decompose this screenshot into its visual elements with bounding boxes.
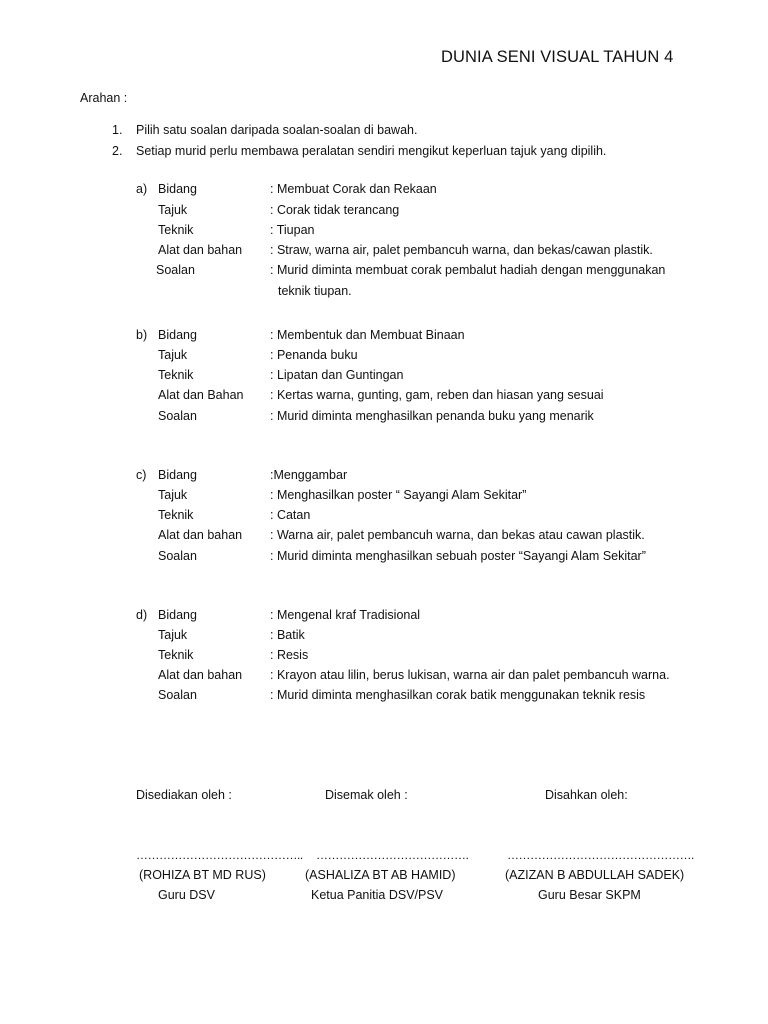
instruction-text: Pilih satu soalan daripada soalan-soalan di bawah.: [136, 123, 418, 137]
instruction-number: 1.: [112, 123, 123, 137]
signature-role: Ketua Panitia DSV/PSV: [311, 888, 444, 902]
signature-name: (ASHALIZA BT AB HAMID): [305, 868, 456, 882]
row-value: : Batik: [270, 628, 305, 642]
row-value: : Murid diminta menghasilkan corak batik menggunakan teknik resis: [270, 688, 646, 702]
row-label: Soalan: [158, 688, 197, 702]
section-letter: a): [136, 182, 148, 196]
row-label: Soalan: [156, 263, 195, 277]
row-label: Tajuk: [158, 488, 188, 502]
signature-approved-heading: Disahkan oleh:: [545, 788, 628, 802]
signature-name: (AZIZAN B ABDULLAH SADEK): [505, 868, 685, 882]
row-label: Tajuk: [158, 628, 188, 642]
row-value: : Murid diminta menghasilkan penanda buku yang menarik: [270, 409, 594, 423]
row-label: Teknik: [158, 648, 194, 662]
row-label: Alat dan bahan: [158, 528, 243, 542]
signature-reviewed-heading: Disemak oleh :: [325, 788, 408, 802]
row-value: : Menghasilkan poster “ Sayangi Alam Sekitar”: [270, 488, 527, 502]
row-label: Teknik: [158, 368, 194, 382]
row-value: : Murid diminta menghasilkan sebuah poster “Sayangi Alam Sekitar”: [270, 549, 646, 563]
section-letter: d): [136, 608, 148, 622]
row-value: : Tiupan: [270, 223, 315, 237]
document-title: DUNIA SENI VISUAL TAHUN 4: [441, 48, 674, 66]
row-value: : Membentuk dan Membuat Binaan: [270, 328, 465, 342]
signature-role: Guru Besar SKPM: [538, 888, 641, 902]
row-value: : Kertas warna, gunting, gam, reben dan hiasan yang sesuai: [270, 388, 604, 402]
row-label: Alat dan bahan: [158, 668, 243, 682]
row-label: Bidang: [158, 468, 197, 482]
row-value: :Menggambar: [270, 468, 348, 482]
row-label: Tajuk: [158, 348, 188, 362]
row-value: : Lipatan dan Guntingan: [270, 368, 404, 382]
row-label: Teknik: [158, 223, 194, 237]
signature-line: ………………………………….: [316, 848, 469, 862]
row-label: Bidang: [158, 182, 197, 196]
row-value: : Mengenal kraf Tradisional: [270, 608, 421, 622]
signature-prepared-heading: Disediakan oleh :: [136, 788, 232, 802]
row-label: Bidang: [158, 608, 197, 622]
row-value: : Krayon atau lilin, berus lukisan, warna air dan palet pembancuh warna.: [270, 668, 670, 682]
row-label: Alat dan Bahan: [158, 388, 244, 402]
row-label: Soalan: [158, 409, 197, 423]
row-label: Soalan: [158, 549, 197, 563]
signature-line: ………………………………………….: [507, 848, 694, 862]
row-label: Alat dan bahan: [158, 243, 243, 257]
row-value: : Murid diminta membuat corak pembalut hadiah dengan menggunakan: [270, 263, 666, 277]
row-value: : Penanda buku: [270, 348, 358, 362]
row-value: : Resis: [270, 648, 309, 662]
row-value: : Membuat Corak dan Rekaan: [270, 182, 437, 196]
signature-name: (ROHIZA BT MD RUS): [139, 868, 266, 882]
section-letter: c): [136, 468, 147, 482]
row-value: : Catan: [270, 508, 311, 522]
row-value: : Warna air, palet pembancuh warna, dan bekas atau cawan plastik.: [270, 528, 645, 542]
row-value: teknik tiupan.: [278, 284, 352, 298]
section-letter: b): [136, 328, 148, 342]
signature-line: ……………………………………..: [136, 848, 303, 862]
row-value: : Corak tidak terancang: [270, 203, 400, 217]
row-value: : Straw, warna air, palet pembancuh warna, dan bekas/cawan plastik.: [270, 243, 653, 257]
arahan-heading: Arahan :: [80, 91, 128, 105]
instruction-text: Setiap murid perlu membawa peralatan sendiri mengikut keperluan tajuk yang dipilih.: [136, 144, 607, 158]
signature-role: Guru DSV: [158, 888, 215, 902]
row-label: Tajuk: [158, 203, 188, 217]
row-label: Teknik: [158, 508, 194, 522]
row-label: Bidang: [158, 328, 197, 342]
instruction-number: 2.: [112, 144, 123, 158]
